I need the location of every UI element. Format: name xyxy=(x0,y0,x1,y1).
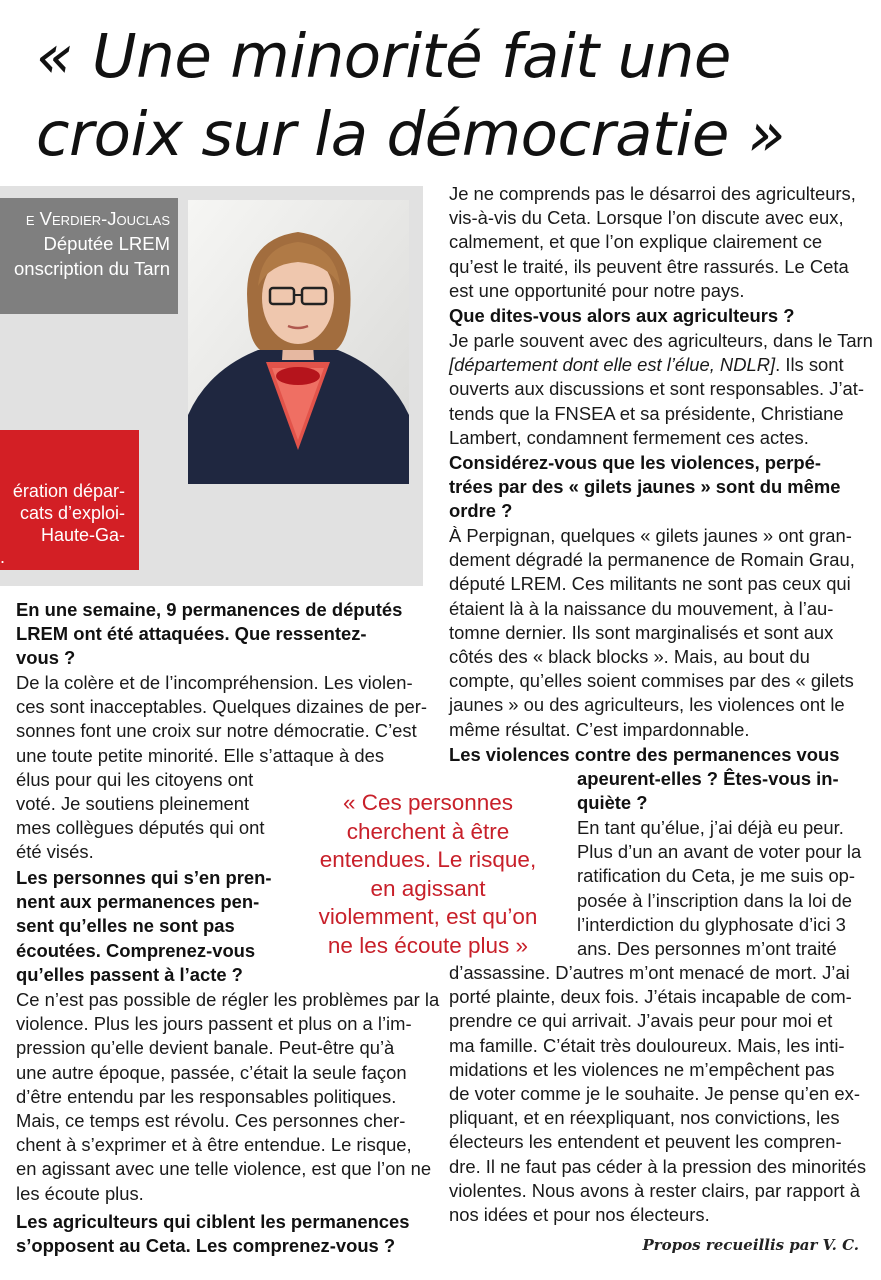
a1-line: De la colère et de l’incompréhension. Les violen- xyxy=(16,672,413,693)
a1-line: voté. Je soutiens pleinement xyxy=(16,793,250,815)
q2-line: écoutées. Comprenez-vous xyxy=(16,939,256,961)
caption-line-2: cats d’exploi- xyxy=(19,503,125,523)
pull-quote-line: « Ces personnes xyxy=(342,790,514,815)
q6-line: Les violences contre des permanences vous xyxy=(449,744,840,765)
a6-line: nos idées et pour nos électeurs. xyxy=(449,1204,710,1226)
a6-line: violentes. Nous avons à rester clairs, par rapport à xyxy=(449,1179,860,1201)
a2-line: pression qu’elle devient banale. Peut-être qu’à xyxy=(16,1037,395,1059)
a1-line: ces sont inacceptables. Quelques dizaines de per- xyxy=(16,696,427,718)
question-4 xyxy=(449,304,794,328)
q4-line: Que dites-vous alors aux agriculteurs ? xyxy=(449,305,795,326)
a4-line: ouverts aux discussions et sont responsables. J’at- xyxy=(449,378,865,400)
portrait-photo xyxy=(188,200,409,484)
a1-line: élus pour qui les citoyens ont xyxy=(16,768,254,790)
answer-6-narrow xyxy=(577,816,861,961)
photo-caption-box xyxy=(0,430,139,570)
editor-note: [département dont elle est l’élue, NDLR] xyxy=(449,354,776,376)
a6-line: pliquant, et en réexpliquant, nos convictions, les xyxy=(449,1107,840,1129)
a2-line: d’être entendu par les responsables politiques. xyxy=(16,1085,397,1107)
title-line-2: croix sur la démocratie » xyxy=(36,99,785,170)
caption-line-3: Haute-Ga- xyxy=(40,525,125,545)
caption-line-4: . xyxy=(0,547,6,567)
question-1 xyxy=(16,598,402,671)
caption-line-1: ération dépar- xyxy=(12,481,125,501)
pull-quote-line: cherchent à être xyxy=(346,818,510,844)
pull-quote-line: violemment, est qu’on xyxy=(318,904,538,930)
a5-line: côtés des « black blocks ». Mais, au bout du xyxy=(449,646,810,668)
a6-line: dre. Il ne faut pas céder à la pression des minorités xyxy=(449,1155,867,1177)
author-credit: Propos recueillis par V. C. xyxy=(642,1236,859,1254)
q1-line: vous ? xyxy=(16,647,76,669)
q5-line: trées par des « gilets jaunes » sont du même xyxy=(449,476,841,498)
a1-line: sonnes font une croix sur notre démocratie. C’est xyxy=(16,720,417,742)
a6-line: ans. Des personnes m’ont traité xyxy=(577,938,837,960)
q2-line: Les personnes qui s’en pren- xyxy=(16,867,272,888)
pull-quote xyxy=(300,789,556,961)
question-3 xyxy=(16,1210,410,1258)
a6-line: ma famille. C’était très douloureux. Mais, les inti- xyxy=(449,1034,845,1056)
a5-line: À Perpignan, quelques « gilets jaunes » ont gran- xyxy=(449,525,852,546)
a4-line: Je parle souvent avec des agriculteurs, dans le Tarn xyxy=(449,330,873,351)
a5-line: député LREM. Ces militants ne sont pas ceux qui xyxy=(449,573,851,595)
q6-line: quiète ? xyxy=(577,792,648,814)
answer-2 xyxy=(16,988,439,1206)
answer-3 xyxy=(449,182,856,303)
a6-line: de voter comme je le souhaite. Je pense qu’en ex- xyxy=(449,1083,860,1105)
pull-quote-line: ne les écoute plus » xyxy=(327,932,529,958)
question-5 xyxy=(449,451,840,524)
a5-line: tomne dernier. Ils sont marginalisés et sont aux xyxy=(449,621,834,643)
q3-line: Les agriculteurs qui ciblent les permanences xyxy=(16,1211,410,1232)
title-line-1: « Une minorité fait une xyxy=(36,21,731,92)
a2-line: les écoute plus. xyxy=(16,1182,144,1204)
a3-line: Je ne comprends pas le désarroi des agriculteurs, xyxy=(449,183,856,204)
a2-line: violence. Plus les jours passent et plus on a l’im- xyxy=(16,1013,412,1035)
a2-line: chent à s’exprimer et à être entendue. Le risque, xyxy=(16,1134,412,1156)
a2-line: Ce n’est pas possible de régler les problèmes par la xyxy=(16,989,440,1010)
a5-line: compte, qu’elles soient commises par des « gilets xyxy=(449,670,854,692)
question-6-cont xyxy=(577,767,839,815)
a1-line: mes collègues députés qui ont xyxy=(16,817,265,839)
a6-line: En tant qu’élue, j’ai déjà eu peur. xyxy=(577,817,844,838)
person-constituency: onscription du Tarn xyxy=(14,258,170,279)
article-title xyxy=(36,18,876,174)
a5-line: étaient là à la naissance du mouvement, à l’au- xyxy=(449,597,834,619)
a1-line: une toute petite minorité. Elle s’attaque à des xyxy=(16,744,385,766)
a4-fragment: . Ils sont xyxy=(775,354,844,376)
question-6 xyxy=(449,743,839,767)
a6-line: électeurs les entendent et peuvent les compren- xyxy=(449,1131,842,1153)
a3-line: vis-à-vis du Ceta. Lorsque l’on discute avec eux, xyxy=(449,207,844,229)
a4-line xyxy=(449,353,873,377)
byline-box xyxy=(0,198,178,314)
q1-line: LREM ont été attaquées. Que ressentez- xyxy=(16,623,367,645)
answer-5 xyxy=(449,524,855,742)
a6-line: prendre ce qui arrivait. J’avais peur pour moi et xyxy=(449,1010,833,1032)
a5-line: dement dégradé la permanence de Romain Grau, xyxy=(449,549,855,571)
answer-4 xyxy=(449,329,873,450)
a3-line: qu’est le traité, ils peuvent être rassurés. Le Ceta xyxy=(449,255,849,277)
a4-line: tends que la FNSEA et sa présidente, Christiane xyxy=(449,402,844,424)
a6-line: ratification du Ceta, je me suis op- xyxy=(577,865,856,887)
a6-line: midations et les violences ne m’empêchent pas xyxy=(449,1058,835,1080)
a5-line: jaunes » ou des agriculteurs, les violences ont le xyxy=(449,694,845,716)
pull-quote-line: entendues. Le risque, xyxy=(319,847,537,873)
q2-line: sent qu’elles ne sont pas xyxy=(16,915,235,937)
a4-line: Lambert, condamnent fermement ces actes. xyxy=(449,426,809,448)
a2-line: une autre époque, passée, c’était la seule façon xyxy=(16,1061,407,1083)
a3-line: calmement, et que l’on explique clairement ce xyxy=(449,231,823,253)
a3-line: est une opportunité pour notre pays. xyxy=(449,279,745,301)
pull-quote-line: en agissant xyxy=(370,875,486,901)
q2-line: nent aux permanences pen- xyxy=(16,891,260,913)
question-2 xyxy=(16,866,272,987)
a1-line: été visés. xyxy=(16,841,94,863)
a2-line: Mais, ce temps est révolu. Ces personnes cher- xyxy=(16,1110,406,1132)
a6-line: posée à l’inscription dans la loi de xyxy=(577,889,853,911)
person-role: Députée LREM xyxy=(43,233,170,254)
a6-line: porté plainte, deux fois. J’étais incapable de com- xyxy=(449,986,852,1008)
a2-line: en agissant avec une telle violence, est que l’on ne xyxy=(16,1158,432,1180)
q3-line: s’opposent au Ceta. Les comprenez-vous ? xyxy=(16,1235,396,1257)
a6-line: Plus d’un an avant de voter pour la xyxy=(577,841,862,863)
answer-6-wide xyxy=(449,961,866,1227)
q2-line: qu’elles passent à l’acte ? xyxy=(16,963,243,985)
person-name: e Verdier-Jouclas xyxy=(25,208,170,229)
q1-line: En une semaine, 9 permanences de députés xyxy=(16,599,403,620)
a6-line: d’assassine. D’autres m’ont menacé de mort. J’ai xyxy=(449,962,850,983)
q5-line: Considérez-vous que les violences, perpé- xyxy=(449,452,822,473)
a6-line: l’interdiction du glyphosate d’ici 3 xyxy=(577,913,846,935)
a5-line: même résultat. C’est impardonnable. xyxy=(449,718,750,740)
q5-line: ordre ? xyxy=(449,500,513,522)
q6-line: apeurent-elles ? Êtes-vous in- xyxy=(577,768,839,789)
